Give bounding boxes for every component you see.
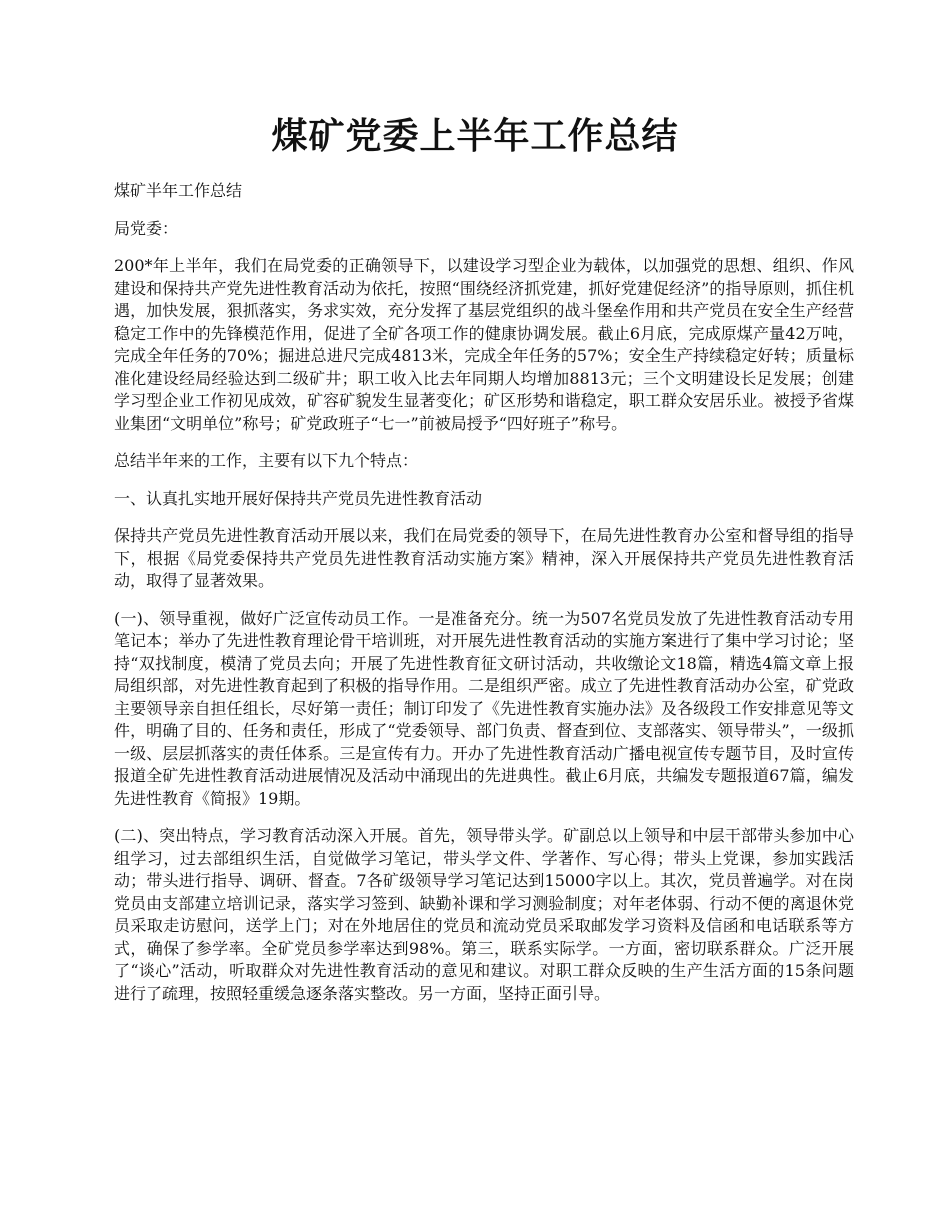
paragraph-overview: 200*年上半年，我们在局党委的正确领导下，以建设学习型企业为载体，以加强党的思想、组织、作风建设和保持共产党先进性教育活动为依托，按照“围绕经济抓党建，抓好党建促经济”的指导原则，抓住机遇，加快发展，狠抓落实，务求实效，充分发挥了基层党组织的战斗堡垒作用和共产党员在安全生产经营稳定工作中的先锋模范作用，促进了全矿各项工作的健康协调发展。截止6月底，完成原煤产量42万吨，完成全年任务的70%；掘进总进尺完成4813米，完成全年任务的57%；安全生产持续稳定好转；质量标准化建设经局经验达到二级矿井；职工收入比去年同期人均增加8813元；三个文明建设长足发展；创建学习型企业工作初见成效，矿容矿貌发生显著变化；矿区形势和谐稳定，职工群众安居乐业。被授予省煤业集团“文明单位”称号；矿党政班子“七一”前被局授予“四好班子”称号。 (114, 256, 854, 433)
paragraph-summary-intro: 总结半年来的工作，主要有以下九个特点： (114, 451, 419, 470)
paragraph-subtitle: 煤矿半年工作总结 (114, 181, 243, 200)
paragraph-section-1-intro: 保持共产党员先进性教育活动开展以来，我们在局党委的领导下，在局先进性教育办公室和督导组的指导下，根据《局党委保持共产党员先进性教育活动实施方案》精神，深入开展保持共产党员先进性教育活动，取得了显著效果。 (114, 526, 854, 590)
document-body (114, 180, 854, 1020)
paragraph-salutation: 局党委： (114, 218, 179, 238)
paragraph-section-1-part-1: (一)、领导重视，做好广泛宣传动员工作。一是准备充分。统一为507名党员发放了先进性教育活动专用笔记本；举办了先进性教育理论骨干培训班，对开展先进性教育活动的实施方案进行了集中学习讨论；坚持“双找制度，模清了党员去向；开展了先进性教育征文研讨活动，共收缴论文18篇，精选4篇文章上报局组织部，对先进性教育起到了积极的指导作用。二是组织严密。成立了先进性教育活动办公室，矿党政主要领导亲自担任组长，尽好第一责任；制订印发了《先进性教育实施办法》及各级段工作安排意见等文件，明确了目的、任务和责任，形成了“党委领导、部门负责、督查到位、支部落实、领导带头”，一级抓一级、层层抓落实的责任体系。三是宣传有力。开办了先进性教育活动广播电视宣传专题节目，及时宣传报道全矿先进性教育活动进展情况及活动中涌现出的先进典性。截止6月底，共编发专题报道67篇，编发先进性教育《简报》19期。 (114, 608, 854, 808)
document-title: 煤矿党委上半年工作总结 (271, 115, 679, 157)
section-heading-1: 一、认真扎实地开展好保持共产党员先进性教育活动 (114, 488, 483, 508)
paragraph-section-1-part-2: (二)、突出特点，学习教育活动深入开展。首先，领导带头学。矿副总以上领导和中层干部带头参加中心组学习，过去部组织生活，自觉做学习笔记，带头学文件、学著作、写心得；带头上党课，参加实践活动；带头进行指导、调研、督查。7各矿级领导学习笔记达到15000字以上。其次，党员普遍学。对在岗党员由支部建立培训记录，落实学习签到、缺勤补课和学习测验制度；对年老体弱、行动不便的离退休党员采取走访慰问，送学上门；对在外地居住的党员和流动党员采取邮发学习资料及信函和电话联系等方式，确保了参学率。全矿党员参学率达到98%。第三，联系实际学。一方面，密切联系群众。广泛开展了“谈心”活动，听取群众对先进性教育活动的意见和建议。对职工群众反映的生产生活方面的15条问题进行了疏理，按照轻重缓急逐条落实整改。另一方面，坚持正面引导。 (114, 826, 854, 1003)
